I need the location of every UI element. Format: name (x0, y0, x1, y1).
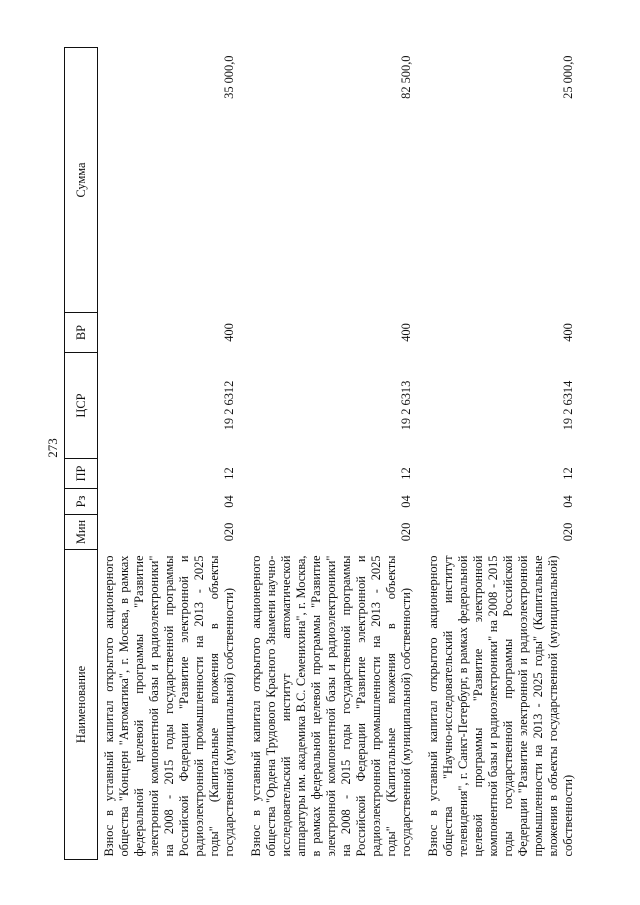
row-name: Взнос в уставный капитал открытого акционерного общества "Научно-исследовательский институт телевидения", г. Санкт-Петербург, в рамках федеральной целевой программы "Развитие электронной компонентной базы и радиоэлектроники" на 2008 - 2015 годы государственной программы Российской Федерации "Развитие электронной и радиоэлектронной промышленности на 2013 - 2025 годы" (Капитальные вложения в объекты государственной (муниципальной) собственности) (426, 555, 575, 857)
header-pr: ПР (65, 459, 98, 489)
header-sum: Сумма (65, 48, 98, 313)
header-min: Мин (65, 515, 98, 550)
row-vr: 400 (399, 323, 413, 342)
row-pr: 12 (222, 467, 236, 480)
page-number: 273 (45, 438, 60, 458)
row-rz: 04 (399, 495, 413, 508)
header-rz: Рз (65, 489, 98, 515)
row-name: Взнос в уставный капитал открытого акционерного общества "Концерн "Автоматика", г. Москва, в рамках федеральной целевой программы "Развитие электронной компонентной базы и радиоэлектроники" на 2008 - 2015 годы государственной программы Российской Федерации "Развитие электронной и радиоэлектронной промышленности на 2013 - 2025 годы" (Капитальные вложения в объекты государственной (муниципальной) собственности) (102, 555, 236, 857)
table-row (422, 48, 584, 860)
header-vr: ВР (65, 313, 98, 353)
row-csr: 19 2 6312 (222, 380, 236, 431)
row-csr: 19 2 6313 (399, 380, 413, 431)
table-header-row (65, 48, 98, 860)
row-rz: 04 (222, 495, 236, 508)
rotated-table-frame (64, 48, 592, 860)
row-min: 020 (222, 522, 236, 542)
row-name: Взнос в уставный капитал открытого акционерного общества "Ордена Трудового Красного Знамени научно-исследовательский институт автоматической аппаратуры им. академика В.С. Семенихина", г. Москва, в рамках федеральной целевой программы "Развитие электронной компонентной базы и радиоэлектроники" на 2008 - 2015 годы государственной программы Российской Федерации "Развитие электронной и радиоэлектронной промышленности на 2013 - 2025 годы" (Капитальные вложения в объекты государственной (муниципальной) собственности) (249, 555, 413, 857)
budget-table (64, 47, 584, 860)
row-rz: 04 (561, 495, 575, 508)
row-vr: 400 (222, 323, 236, 342)
row-sum: 82 500,0 (399, 55, 413, 99)
row-min: 020 (399, 522, 413, 542)
row-sum: 25 000,0 (561, 55, 575, 99)
row-pr: 12 (399, 467, 413, 480)
table-row (245, 48, 422, 860)
row-csr: 19 2 6314 (561, 380, 575, 431)
row-pr: 12 (561, 467, 575, 480)
row-min: 020 (561, 522, 575, 542)
header-csr: ЦСР (65, 353, 98, 459)
table-row (98, 48, 246, 860)
row-sum: 35 000,0 (222, 55, 236, 99)
header-name: Наименование (65, 550, 98, 860)
row-vr: 400 (561, 323, 575, 342)
